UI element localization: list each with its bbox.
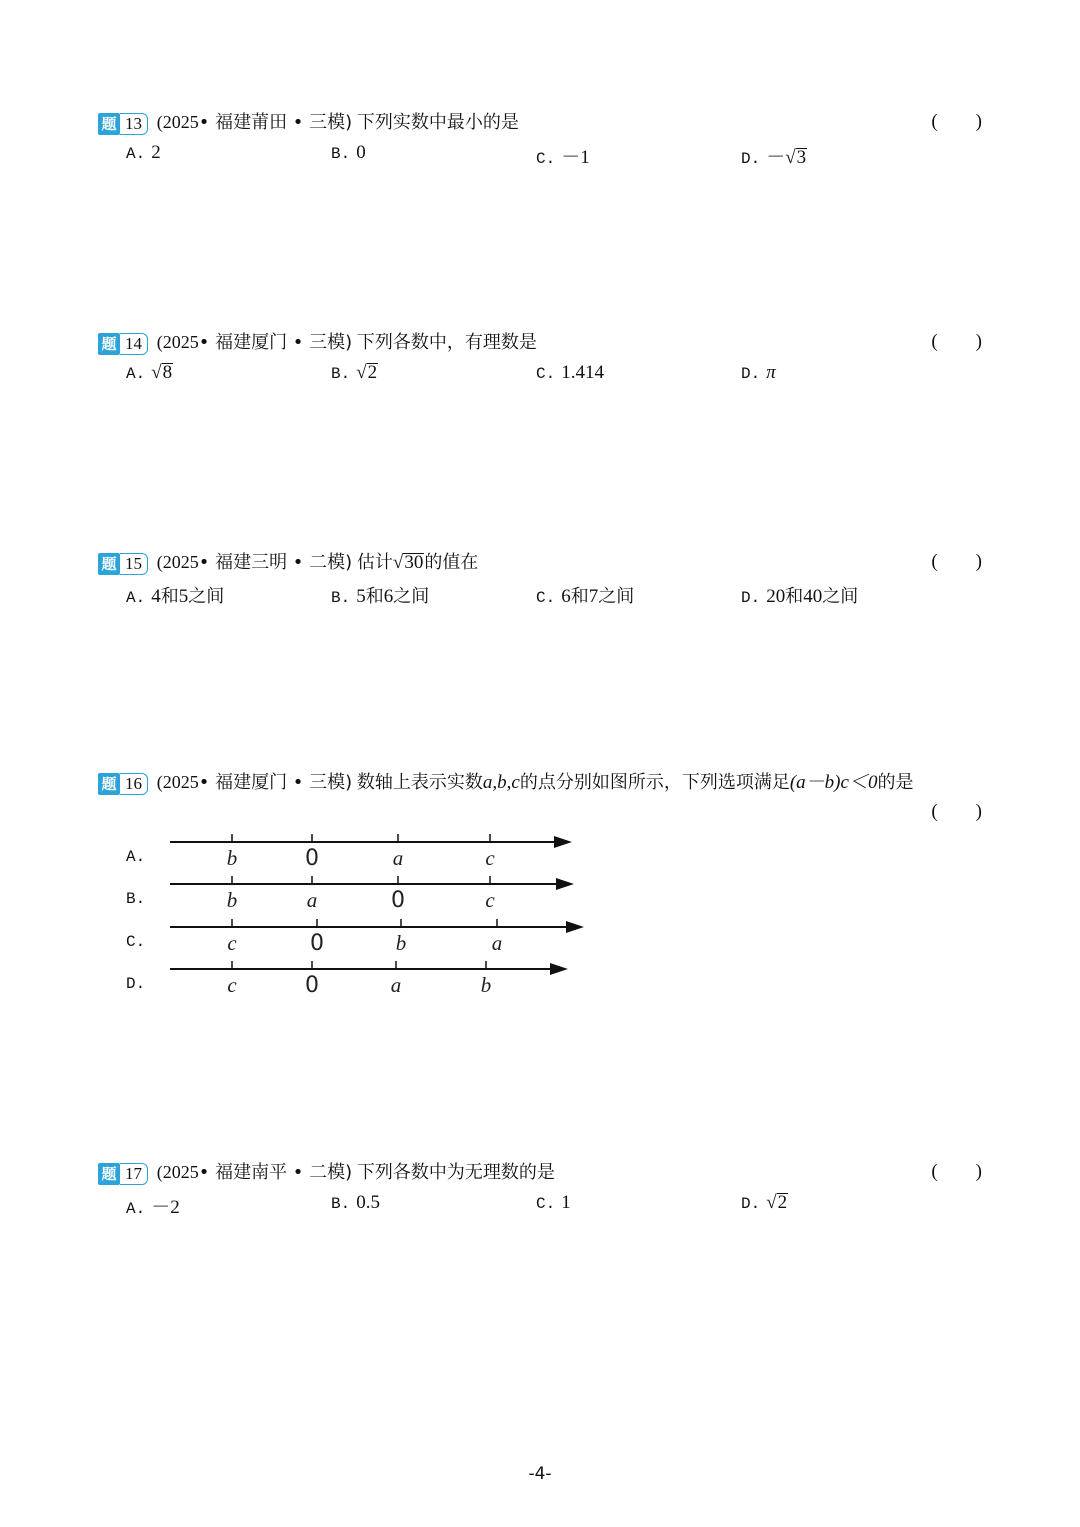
question-stem-line <box>98 108 988 136</box>
question-stem-line <box>98 1158 988 1186</box>
question-number: 16 <box>120 773 148 795</box>
option-c: C. －1 <box>536 147 590 168</box>
question-stem: 下列各数中，有理数是 <box>356 332 537 353</box>
question-14 <box>98 328 988 392</box>
number-line <box>170 953 600 1013</box>
question-source: (2025• 福建三明 • 二模) <box>156 552 353 573</box>
point-label-c: c <box>227 931 237 955</box>
arrow-head-icon <box>556 878 574 890</box>
point-label-zero: 0 <box>305 973 319 998</box>
options <box>98 1192 988 1222</box>
question-tag-icon: 题 <box>98 113 120 135</box>
question-stem-line <box>98 548 988 576</box>
question-stem: 估计√30的值在 <box>356 552 479 573</box>
point-label-zero: 0 <box>305 846 319 871</box>
question-tag-icon: 题 <box>98 773 120 795</box>
number-line-label: B. <box>126 890 146 908</box>
point-label-c: c <box>227 973 237 997</box>
question-number: 13 <box>120 113 148 135</box>
question-stem: 下列实数中最小的是 <box>356 112 519 133</box>
point-label-b: b <box>480 973 492 997</box>
number-line-label: C. <box>126 933 146 951</box>
question-number: 15 <box>120 553 148 575</box>
option-d: D. －√3 <box>741 147 807 168</box>
point-label-zero: 0 <box>391 888 405 913</box>
question-number: 17 <box>120 1163 148 1185</box>
question-number: 14 <box>120 333 148 355</box>
question-tag <box>98 1163 148 1185</box>
question-stem-line <box>98 328 988 356</box>
point-label-a: a <box>392 846 404 870</box>
question-tag <box>98 113 148 135</box>
question-tag <box>98 773 148 795</box>
question-15 <box>98 548 988 612</box>
number-line-label: A. <box>126 848 146 866</box>
option-a: A. 2 <box>126 142 161 163</box>
point-label-zero: 0 <box>310 931 324 956</box>
question-tag-icon: 题 <box>98 553 120 575</box>
answer-bracket: ( ) <box>931 111 982 132</box>
question-stem-line <box>98 768 988 796</box>
question-tag-icon: 题 <box>98 333 120 355</box>
option-c: C. 1.414 <box>536 362 604 383</box>
option-b: B. 0.5 <box>331 1192 380 1213</box>
option-d: D. π <box>741 362 776 383</box>
question-16 <box>98 768 988 824</box>
point-label-a: a <box>491 931 503 955</box>
answer-bracket: ( ) <box>931 1161 982 1182</box>
question-source: (2025• 福建莆田 • 三模) <box>156 112 353 133</box>
answer-bracket: ( ) <box>931 331 982 352</box>
options <box>98 582 988 612</box>
question-17 <box>98 1158 988 1222</box>
number-line-label: D. <box>126 975 146 993</box>
arrow-head-icon <box>554 836 572 848</box>
point-label-a: a <box>306 888 318 912</box>
question-tag <box>98 333 148 355</box>
options <box>98 362 988 392</box>
point-label-a: a <box>390 973 402 997</box>
question-tag <box>98 553 148 575</box>
answer-bracket-row <box>98 796 988 824</box>
option-a: A. √8 <box>126 362 173 383</box>
question-13 <box>98 108 988 172</box>
option-d: D. √2 <box>741 1192 788 1213</box>
question-stem: 数轴上表示实数a,b,c的点分别如图所示，下列选项满足(a－b)c＜0的是 <box>356 772 914 793</box>
question-source: (2025• 福建厦门 • 三模) <box>156 332 353 353</box>
option-a: A. 4和5之间 <box>126 586 225 607</box>
answer-bracket: ( ) <box>931 551 982 572</box>
arrow-head-icon <box>566 921 584 933</box>
option-c: C. 1 <box>536 1192 571 1213</box>
question-tag-icon: 题 <box>98 1163 120 1185</box>
option-b: B. 5和6之间 <box>331 586 430 607</box>
arrow-head-icon <box>550 963 568 975</box>
answer-bracket: ( ) <box>931 801 982 822</box>
point-label-c: c <box>485 888 495 912</box>
option-a: A. －2 <box>126 1197 180 1218</box>
question-source: (2025• 福建南平 • 二模) <box>156 1162 353 1183</box>
point-label-b: b <box>226 888 238 912</box>
page-number: -4- <box>528 1464 552 1484</box>
question-source: (2025• 福建厦门 • 三模) <box>156 772 353 793</box>
option-b: B. √2 <box>331 362 378 383</box>
option-c: C. 6和7之间 <box>536 586 635 607</box>
number-line-option-d <box>126 975 606 1017</box>
point-label-b: b <box>226 846 238 870</box>
point-label-b: b <box>395 931 407 955</box>
option-d: D. 20和40之间 <box>741 586 859 607</box>
point-label-c: c <box>485 846 495 870</box>
options <box>98 142 988 172</box>
option-b: B. 0 <box>331 142 366 163</box>
sqrt-expression: √3 <box>785 147 807 168</box>
question-stem: 下列各数中为无理数的是 <box>356 1162 555 1183</box>
